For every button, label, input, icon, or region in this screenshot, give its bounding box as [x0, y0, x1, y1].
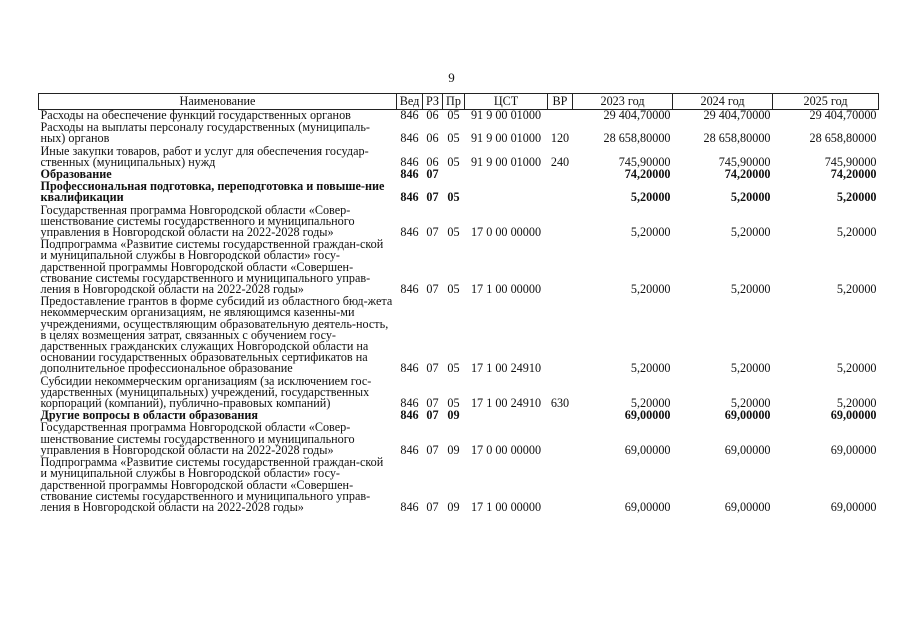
header-pr: Пр — [443, 94, 465, 110]
row-pr: 05 — [447, 154, 460, 169]
row-ved: 846 — [400, 154, 419, 169]
row-2024: 29 404,70000 — [703, 109, 771, 122]
row-2025: 5,20000 — [836, 396, 877, 411]
row-2023: 745,90000 — [618, 154, 671, 169]
table-row — [39, 239, 879, 296]
row-vr — [548, 239, 573, 296]
row-2024: 5,20000 — [730, 396, 771, 411]
row-name: Предоставление грантов в форме субсидий из областного бюд-жета некоммерческим организациям, не являющимся казенны-ми учреждениями, осуществляющим образовательную деятель-ность, в целях возмещения затрат, связанных с обучением госу-дарственных гражданских служащих Новгородской области на основании государственных образовательных сертификатов на дополнительное профессиональное образование — [40, 296, 393, 376]
row-cst: 91 9 00 01000 — [470, 154, 542, 169]
page-number: 9 — [448, 70, 455, 85]
row-name: Подпрограмма «Развитие системы государственной граждан-ской и муниципальной службы в Новгородской области» госу-дарственной программы Новгородской области «Совершен-ствование системы государственного и муниципального управ-ления в Новгородской области на 2022-2028 годы» — [40, 457, 384, 514]
row-cst — [465, 169, 548, 181]
row-2025: 5,20000 — [836, 225, 877, 240]
row-2023: 69,00000 — [624, 410, 671, 423]
row-ved: 846 — [400, 225, 419, 240]
row-name: Другие вопросы в области образования — [40, 410, 258, 423]
row-cst: 91 9 00 01000 — [470, 131, 542, 146]
row-2024: 745,90000 — [718, 154, 771, 169]
row-2025: 5,20000 — [836, 361, 877, 376]
row-pr: 05 — [447, 131, 460, 146]
row-ved: 846 — [400, 396, 419, 411]
row-pr: 09 — [447, 499, 460, 514]
row-pr: 05 — [447, 109, 460, 122]
row-cst: 17 0 00 00000 — [470, 225, 542, 240]
row-cst: 17 1 00 00000 — [470, 499, 542, 514]
row-2025: 29 404,70000 — [809, 109, 877, 122]
row-cst: 17 1 00 00000 — [470, 282, 542, 297]
table-body — [39, 110, 879, 515]
row-cst — [465, 410, 548, 422]
row-2024: 5,20000 — [730, 361, 771, 376]
row-rz: 07 — [426, 410, 439, 423]
table-row — [39, 205, 879, 240]
row-2023: 28 658,80000 — [603, 131, 671, 146]
header-name: Наименование — [39, 94, 397, 110]
row-vr: 240 — [550, 154, 570, 169]
row-vr: 630 — [550, 396, 570, 411]
row-ved: 846 — [400, 442, 419, 457]
row-ved: 846 — [400, 410, 419, 423]
row-2025: 69,00000 — [830, 410, 877, 423]
row-pr: 05 — [447, 396, 460, 411]
row-ved: 846 — [400, 169, 419, 182]
header-2023: 2023 год — [573, 94, 673, 110]
row-rz: 07 — [426, 361, 439, 376]
row-vr — [548, 296, 573, 375]
row-name: Государственная программа Новгородской области «Совер-шенствование системы государственного и муниципального управления в Новгородской области на 2022-2028 годы» — [40, 204, 355, 240]
row-2024: 5,20000 — [730, 225, 771, 240]
budget-table — [38, 93, 879, 514]
row-cst: 17 1 00 24910 — [470, 361, 542, 376]
row-pr — [443, 169, 465, 181]
row-vr — [548, 205, 573, 240]
row-ved: 846 — [400, 190, 419, 205]
row-cst — [465, 181, 548, 204]
row-name: Образование — [40, 169, 112, 182]
row-pr: 09 — [447, 442, 460, 457]
table-row — [39, 296, 879, 375]
row-2024: 5,20000 — [730, 190, 771, 205]
row-vr — [548, 410, 573, 422]
table-row — [39, 169, 879, 181]
row-rz: 06 — [426, 154, 439, 169]
row-2024: 69,00000 — [724, 499, 771, 514]
row-2023: 5,20000 — [630, 282, 671, 297]
row-name: Государственная программа Новгородской области «Совер-шенствование системы государственного и муниципального управления в Новгородской области на 2022-2028 годы» — [40, 422, 355, 457]
row-vr — [548, 181, 573, 204]
row-ved: 846 — [400, 361, 419, 376]
row-name: Подпрограмма «Развитие системы государственной граждан-ской и муниципальной службы в Новгородской области» госу-дарственной программы Новгородской области «Совершен-ствование системы государственного и муниципального управ-ления в Новгородской области на 2022-2028 годы» — [40, 239, 384, 297]
header-2025: 2025 год — [773, 94, 879, 110]
row-rz: 06 — [426, 109, 439, 122]
row-2025: 69,00000 — [830, 442, 877, 457]
row-2023: 74,20000 — [624, 169, 671, 182]
table-row — [39, 110, 879, 123]
row-rz: 07 — [426, 282, 439, 297]
row-2025: 5,20000 — [836, 282, 877, 297]
row-pr: 09 — [447, 410, 460, 423]
row-2023: 5,20000 — [630, 396, 671, 411]
row-2025: 28 658,80000 — [809, 131, 877, 146]
row-2025: 69,00000 — [830, 499, 877, 514]
row-2023: 5,20000 — [630, 225, 671, 240]
row-rz: 07 — [426, 225, 439, 240]
row-rz: 07 — [426, 499, 439, 514]
row-2023: 5,20000 — [630, 190, 671, 205]
row-2023: 5,20000 — [630, 361, 671, 376]
table-row — [39, 422, 879, 457]
row-2023: 29 404,70000 — [603, 109, 671, 122]
row-rz: 07 — [426, 396, 439, 411]
row-ved: 846 — [400, 131, 419, 146]
row-rz: 07 — [426, 169, 439, 182]
row-pr: 05 — [447, 282, 460, 297]
table-row — [39, 181, 879, 204]
row-name: Иные закупки товаров, работ и услуг для обеспечения государ-ственных (муниципальных) нужд — [40, 145, 369, 169]
row-2025: 74,20000 — [830, 169, 877, 182]
table-row — [39, 146, 879, 169]
row-cst: 17 0 00 00000 — [470, 442, 542, 457]
row-name: Расходы на обеспечение функций государственных органов — [40, 109, 351, 122]
row-2023: 69,00000 — [624, 442, 671, 457]
header-cst: ЦСТ — [465, 94, 548, 110]
row-pr: 05 — [447, 225, 460, 240]
row-vr: 120 — [550, 131, 570, 146]
row-2023: 69,00000 — [624, 499, 671, 514]
table-row — [39, 122, 879, 145]
row-ved: 846 — [400, 282, 419, 297]
row-vr — [548, 422, 573, 457]
header-vr: ВР — [548, 94, 573, 110]
row-rz: 06 — [426, 131, 439, 146]
row-2024: 5,20000 — [730, 282, 771, 297]
row-vr — [548, 457, 573, 514]
row-2024: 28 658,80000 — [703, 131, 771, 146]
row-cst: 17 1 00 24910 — [470, 396, 542, 411]
row-2024: 74,20000 — [724, 169, 771, 182]
row-name: Субсидии некоммерческим организациям (за исключением гос-ударственных (муниципальных) учреждений, государственных корпораций (компаний), публично-правовых компаний) — [40, 375, 372, 411]
row-2024: 69,00000 — [724, 442, 771, 457]
row-rz: 07 — [426, 190, 439, 205]
row-rz: 07 — [426, 442, 439, 457]
row-cst: 91 9 00 01000 — [470, 109, 542, 122]
row-ved: 846 — [400, 499, 419, 514]
row-2025: 5,20000 — [836, 190, 877, 205]
row-ved: 846 — [400, 109, 419, 122]
row-name: Расходы на выплаты персоналу государственных (муниципаль-ных) органов — [40, 122, 370, 146]
row-name: Профессиональная подготовка, переподготовка и повыше-ние квалификации — [40, 181, 385, 205]
table-header — [39, 94, 879, 110]
row-pr: 05 — [447, 190, 460, 205]
header-ved: Вед — [397, 94, 423, 110]
header-2024: 2024 год — [673, 94, 773, 110]
table-row — [39, 410, 879, 422]
row-2024: 69,00000 — [724, 410, 771, 423]
table-row — [39, 376, 879, 411]
header-rz: РЗ — [423, 94, 443, 110]
table-row — [39, 457, 879, 514]
row-vr — [548, 110, 573, 123]
row-vr — [548, 169, 573, 181]
row-pr: 05 — [447, 361, 460, 376]
row-2025: 745,90000 — [824, 154, 877, 169]
